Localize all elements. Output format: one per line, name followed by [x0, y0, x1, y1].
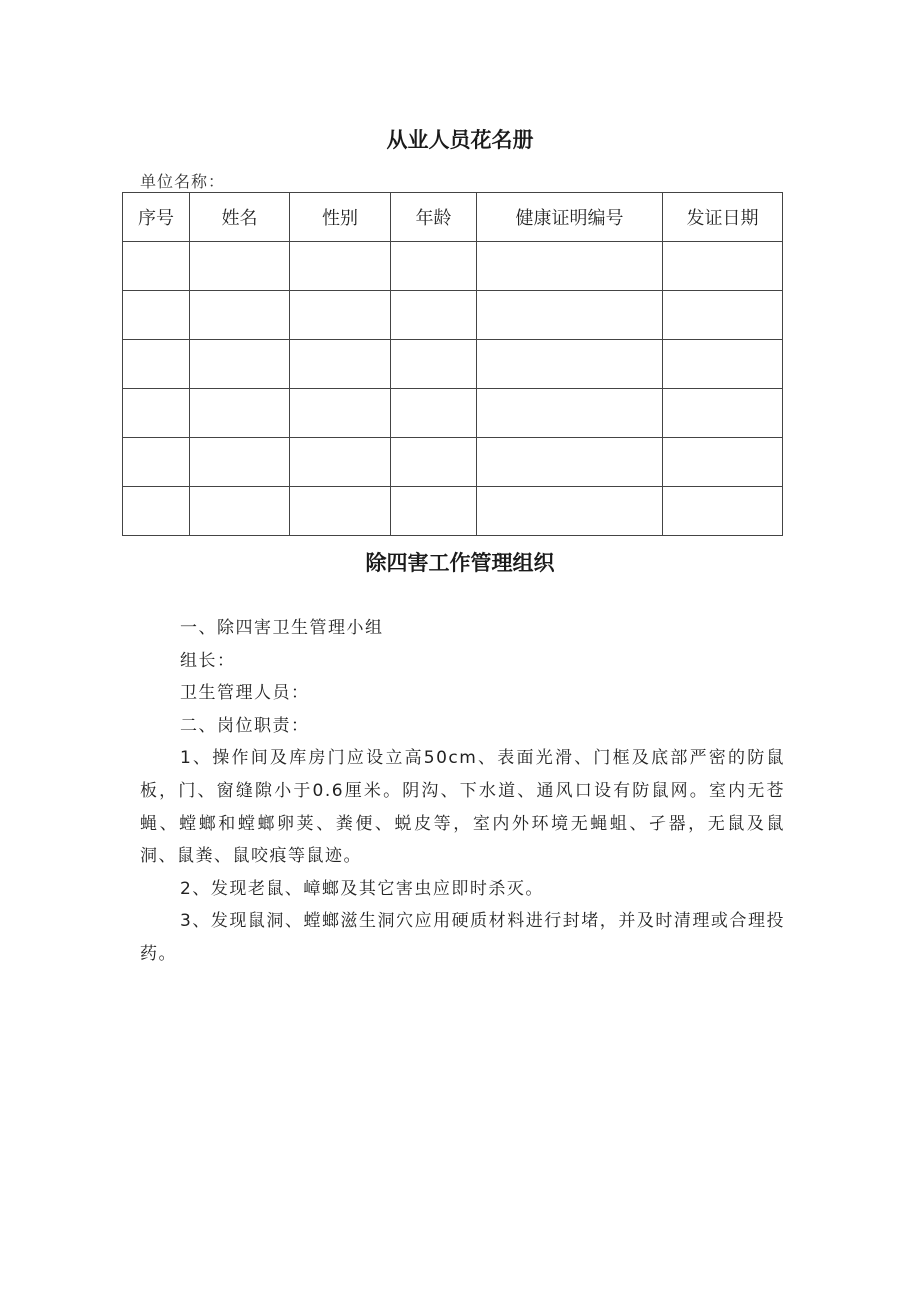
table-cell [663, 487, 783, 536]
table-cell [477, 242, 663, 291]
table-row [123, 242, 783, 291]
table-cell [477, 389, 663, 438]
pest-control-title: 除四害工作管理组织 [365, 551, 555, 575]
table-row [123, 438, 783, 487]
table-row [123, 291, 783, 340]
table-cell [391, 291, 477, 340]
table-cell [290, 242, 391, 291]
column-header-name: 姓名 [190, 193, 290, 242]
table-cell [190, 438, 290, 487]
table-cell [663, 291, 783, 340]
table-cell [190, 340, 290, 389]
table-cell [290, 438, 391, 487]
table-cell [391, 487, 477, 536]
table-cell [123, 291, 190, 340]
duties-heading: 二、岗位职责： [180, 715, 310, 736]
table-cell [663, 438, 783, 487]
column-header-health-cert-number: 健康证明编号 [477, 193, 663, 242]
duty-item-3: 3、发现鼠洞、螳螂滋生洞穴应用硬质材料进行封堵，并及时清理或合理投药。 [140, 911, 785, 964]
table-cell [391, 340, 477, 389]
roster-table [122, 192, 783, 536]
table-row [123, 340, 783, 389]
table-cell [391, 438, 477, 487]
table-row [123, 389, 783, 438]
table-cell [477, 487, 663, 536]
table-cell [190, 291, 290, 340]
column-header-gender: 性别 [290, 193, 391, 242]
table-cell [123, 389, 190, 438]
table-header-row [123, 193, 783, 242]
duty-item-2: 2、发现老鼠、嶂螂及其它害虫应即时杀灭。 [180, 878, 544, 899]
duty-item-1: 1、操作间及库房门应设立高50cm、表面光滑、门框及底部严密的防鼠板，门、窗缝隙小于0.6厘米。阴沟、下水道、通风口设有防鼠网。室内无苍蝇、螳螂和螳螂卵荚、粪便、蜕皮等，室内外环境无蝇蛆、孑器，无鼠及鼠洞、鼠粪、鼠咬痕等鼠迹。 [140, 748, 785, 867]
table-cell [477, 340, 663, 389]
table-cell [663, 389, 783, 438]
table-cell [391, 242, 477, 291]
table-cell [123, 487, 190, 536]
table-cell [123, 242, 190, 291]
column-header-age: 年龄 [391, 193, 477, 242]
table-cell [290, 389, 391, 438]
column-header-issue-date: 发证日期 [663, 193, 783, 242]
group-heading: 一、除四害卫生管理小组 [180, 618, 384, 638]
hygiene-staff-line: 卫生管理人员： [180, 683, 310, 704]
table-cell [663, 242, 783, 291]
table-cell [190, 487, 290, 536]
table-cell [477, 291, 663, 340]
table-cell [663, 340, 783, 389]
roster-title: 从业人员花名册 [386, 128, 534, 152]
group-leader-line: 组长： [180, 650, 236, 671]
table-cell [123, 340, 190, 389]
table-cell [290, 487, 391, 536]
table-cell [190, 389, 290, 438]
table-cell [290, 340, 391, 389]
table-cell [391, 389, 477, 438]
table-cell [477, 438, 663, 487]
table-cell [290, 291, 391, 340]
column-header-index: 序号 [123, 193, 190, 242]
table-row [123, 487, 783, 536]
pest-control-body [140, 612, 785, 971]
table-cell [190, 242, 290, 291]
table-cell [123, 438, 190, 487]
unit-name-label: 单位名称： [140, 172, 226, 191]
